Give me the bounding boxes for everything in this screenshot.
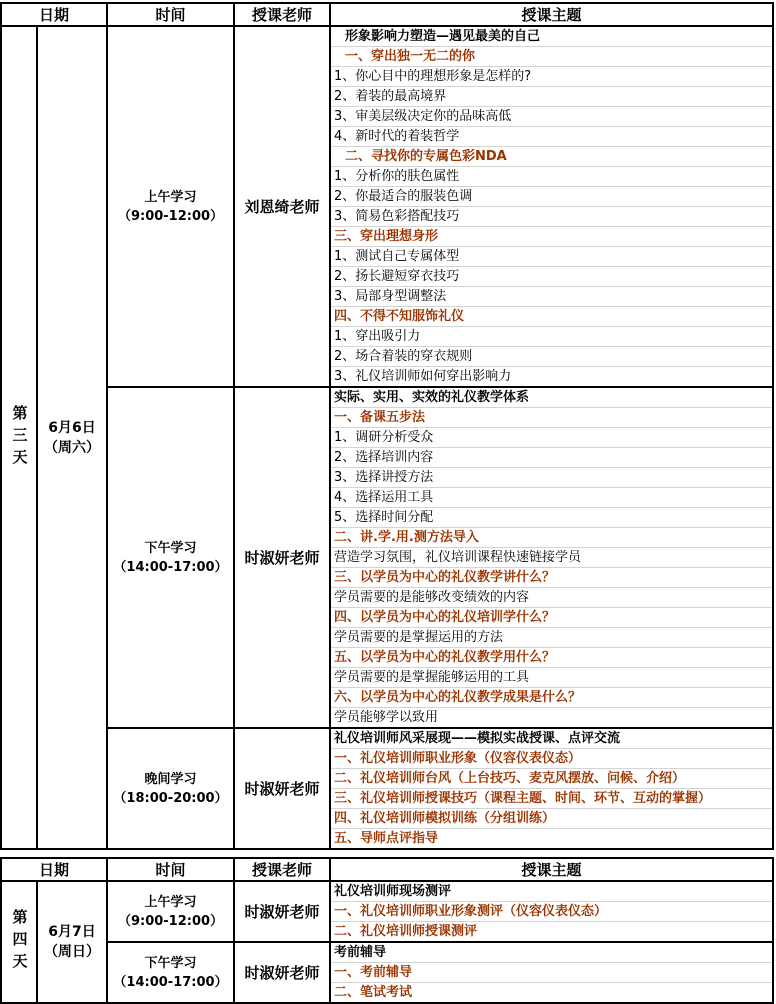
time-cell xyxy=(107,728,234,849)
topic-line: 一、考前辅导 xyxy=(331,963,772,983)
date-cell xyxy=(37,26,107,849)
table-header-day4 xyxy=(1,858,773,881)
date-line: （周六） xyxy=(44,439,100,456)
session-row xyxy=(1,881,773,942)
time-range: （14:00-17:00） xyxy=(113,974,228,990)
col-header-date: 日期 xyxy=(1,3,107,26)
topic-line: 三、礼仪培训师授课技巧（课程主题、时间、环节、互动的掌握） xyxy=(331,789,772,809)
topic-line: 4、新时代的着装哲学 xyxy=(331,127,772,147)
topic-line: 一、穿出独一无二的你 xyxy=(331,47,772,67)
topic-line: 一、礼仪培训师职业形象（仪容仪表仪态） xyxy=(331,749,772,769)
topic-line: 3、审美层级决定你的品味高低 xyxy=(331,107,772,127)
date-cell xyxy=(37,881,107,1003)
time-cell xyxy=(107,26,234,387)
topic-line: 一、礼仪培训师职业形象测评（仪容仪表仪态） xyxy=(331,902,772,922)
topic-line: 3、选择讲授方法 xyxy=(331,468,772,488)
topic-line: 2、你最适合的服装色调 xyxy=(331,187,772,207)
table-gap xyxy=(0,850,776,857)
topic-line: 礼仪培训师现场测评 xyxy=(331,882,772,902)
topic-line: 2、扬长避短穿衣技巧 xyxy=(331,267,772,287)
col-header-teacher: 授课老师 xyxy=(234,3,330,26)
topic-line: 营造学习氛围，礼仪培训课程快速链接学员 xyxy=(331,548,772,568)
table-body-day4 xyxy=(1,881,773,1003)
col-header-topic: 授课主题 xyxy=(330,858,773,881)
teacher-cell: 时淑妍老师 xyxy=(234,881,330,942)
schedule-table-day3 xyxy=(0,2,774,850)
table-body-day3 xyxy=(1,26,773,849)
topic-line: 二、寻找你的专属色彩NDA xyxy=(331,147,772,167)
topic-cell xyxy=(330,881,773,942)
topic-line: 二、笔试考试 xyxy=(334,985,413,1000)
day-label: 第四天 xyxy=(10,909,29,975)
schedule-table-day4 xyxy=(0,857,774,1004)
time-title: 下午学习 xyxy=(144,540,197,556)
header-row xyxy=(1,858,773,881)
time-range: （14:00-17:00） xyxy=(113,559,228,575)
topic-line: 5、选择时间分配 xyxy=(331,508,772,528)
topic-line: 学员能够学以致用 xyxy=(334,710,439,725)
topic-line: 1、穿出吸引力 xyxy=(331,327,772,347)
topic-line: 五、导师点评指导 xyxy=(334,831,439,846)
topic-line: 3、局部身型调整法 xyxy=(331,287,772,307)
date-line: 6月6日 xyxy=(48,419,96,436)
topic-line: 四、不得不知服饰礼仪 xyxy=(331,307,772,327)
session-row xyxy=(1,942,773,1003)
date-line: 6月7日 xyxy=(48,924,96,940)
time-cell xyxy=(107,387,234,728)
topic-line: 1、你心目中的理想形象是怎样的? xyxy=(331,67,772,87)
session-row xyxy=(1,387,773,728)
topic-cell xyxy=(330,387,773,728)
topic-line: 一、备课五步法 xyxy=(331,408,772,428)
topic-line: 4、选择运用工具 xyxy=(331,488,772,508)
topic-line: 学员需要的是掌握运用的方法 xyxy=(331,628,772,648)
topic-line: 二、礼仪培训师授课测评 xyxy=(334,924,478,939)
topic-line: 2、场合着装的穿衣规则 xyxy=(331,347,772,367)
topic-line: 学员需要的是掌握能够运用的工具 xyxy=(331,668,772,688)
topic-line: 学员需要的是能够改变绩效的内容 xyxy=(331,588,772,608)
col-header-time: 时间 xyxy=(107,3,234,26)
time-title: 下午学习 xyxy=(144,955,197,971)
teacher-cell: 时淑妍老师 xyxy=(234,387,330,728)
topic-cell xyxy=(330,26,773,387)
time-cell xyxy=(107,942,234,1003)
teacher-cell: 刘恩绮老师 xyxy=(234,26,330,387)
table-header-day3 xyxy=(1,3,773,26)
col-header-teacher: 授课老师 xyxy=(234,858,330,881)
time-range: （9:00-12:00） xyxy=(117,913,224,929)
topic-line: 3、简易色彩搭配技巧 xyxy=(331,207,772,227)
teacher-cell: 时淑妍老师 xyxy=(234,942,330,1003)
topic-line: 二、讲.学.用.测方法导入 xyxy=(331,528,772,548)
col-header-date: 日期 xyxy=(1,858,107,881)
date-line: （周日） xyxy=(44,944,100,960)
topic-cell xyxy=(330,942,773,1003)
topic-line: 形象影响力塑造—遇见最美的自己 xyxy=(331,27,772,47)
day-cell xyxy=(1,26,37,849)
time-range: （18:00-20:00） xyxy=(113,790,228,806)
col-header-topic: 授课主题 xyxy=(330,3,773,26)
time-cell xyxy=(107,881,234,942)
topic-cell xyxy=(330,728,773,849)
topic-line: 1、调研分析受众 xyxy=(331,428,772,448)
topic-line: 考前辅导 xyxy=(331,943,772,963)
topic-line: 1、分析你的肤色属性 xyxy=(331,167,772,187)
day-label: 第三天 xyxy=(10,404,29,471)
time-range: （9:00-12:00） xyxy=(117,208,224,224)
time-title: 晚间学习 xyxy=(144,771,197,787)
topic-line: 礼仪培训师风采展现——模拟实战授课、点评交流 xyxy=(331,729,772,749)
teacher-cell: 时淑妍老师 xyxy=(234,728,330,849)
time-title: 上午学习 xyxy=(144,894,197,910)
topic-line: 四、礼仪培训师模拟训练（分组训练） xyxy=(331,809,772,829)
topic-line: 四、以学员为中心的礼仪培训学什么？ xyxy=(331,608,772,628)
topic-line: 二、礼仪培训师台风（上台技巧、麦克风摆放、问候、介绍） xyxy=(331,769,772,789)
col-header-time: 时间 xyxy=(107,858,234,881)
topic-line: 3、礼仪培训师如何穿出影响力 xyxy=(334,369,512,384)
session-row xyxy=(1,728,773,849)
topic-line: 实际、实用、实效的礼仪教学体系 xyxy=(331,388,772,408)
topic-line: 三、以学员为中心的礼仪教学讲什么？ xyxy=(331,568,772,588)
session-row xyxy=(1,26,773,387)
topic-line: 六、以学员为中心的礼仪教学成果是什么？ xyxy=(331,688,772,708)
topic-line: 五、以学员为中心的礼仪教学用什么？ xyxy=(331,648,772,668)
topic-line: 2、着装的最高境界 xyxy=(331,87,772,107)
topic-line: 1、测试自己专属体型 xyxy=(331,247,772,267)
day-cell xyxy=(1,881,37,1003)
topic-line: 2、选择培训内容 xyxy=(331,448,772,468)
time-title: 上午学习 xyxy=(144,189,197,205)
topic-line: 三、穿出理想身形 xyxy=(331,227,772,247)
header-row xyxy=(1,3,773,26)
